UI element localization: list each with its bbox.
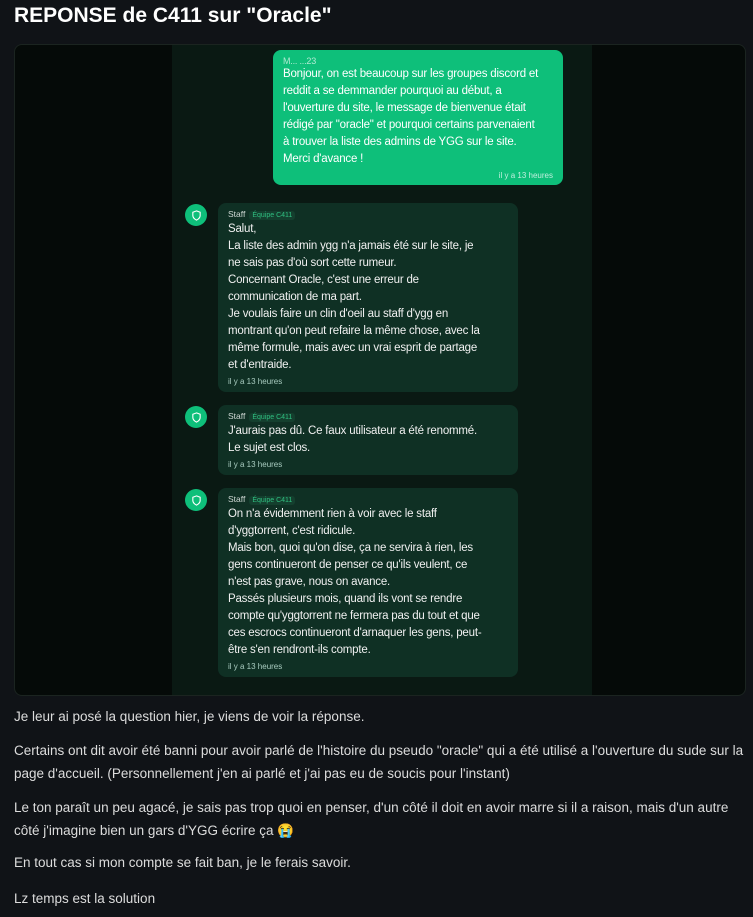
- line: même formule, mais avec un vrai esprit de partage: [228, 342, 478, 354]
- user-name: M... ...23: [283, 56, 317, 66]
- line: d'yggtorrent, c'est ridicule.: [228, 525, 356, 537]
- post-paragraph: Certains ont dit avoir été banni pour avoir parlé de l'histoire du pseudo "oracle" qui a été utilisé a l'ouverture du sude sur la page d'accueil. (Personnellement j'en ai parlé et j'ai pas eu de soucis pour l'instant): [14, 743, 744, 781]
- paragraph-text: Le ton paraît un peu agacé, je sais pas trop quoi en penser, d'un côté il doit en avoir marre si il a raison, mais d'un autre côté j'imagine bien un gars d'YGG écrire ça: [14, 800, 729, 838]
- team-badge: Équipe C411: [249, 496, 295, 505]
- shield-icon: [185, 204, 207, 226]
- line: Je voulais faire un clin d'oeil au staff d'ygg en: [228, 308, 449, 320]
- author: Staff: [228, 411, 246, 421]
- line: à trouver la liste des admins de YGG sur le site.: [283, 136, 517, 148]
- timestamp: il y a 13 heures: [228, 662, 283, 671]
- staff-reply-3: [218, 488, 518, 677]
- line: ces escrocs continueront d'arnaquer les gens, peut-: [228, 627, 482, 639]
- line: Mais bon, quoi qu'on dise, ça ne servira à rien, les: [228, 542, 473, 554]
- line: Salut,: [228, 223, 257, 235]
- post-paragraph: En tout cas si mon compte se fait ban, je le ferais savoir.: [14, 855, 351, 870]
- timestamp: il y a 13 heures: [228, 377, 283, 386]
- line: Passés plusieurs mois, quand ils vont se rendre: [228, 593, 463, 605]
- crying-emoji-icon: 😭: [277, 823, 295, 838]
- reply-row: [185, 405, 518, 475]
- line: ne sais pas d'où sort cette rumeur.: [228, 257, 397, 269]
- timestamp: il y a 13 heures: [498, 171, 553, 180]
- line: être s'en rendront-ils compte.: [228, 644, 371, 656]
- team-badge: Équipe C411: [249, 211, 295, 220]
- line: gens continueront de penser ce qu'ils veulent, ce: [228, 559, 468, 571]
- line: et d'entraide.: [228, 359, 292, 371]
- reply-row: [185, 488, 518, 677]
- line: Concernant Oracle, c'est une erreur de: [228, 274, 419, 286]
- team-badge: Équipe C411: [249, 413, 295, 422]
- line: rédigé par "oracle" et pourquoi certains parvenaient: [283, 119, 535, 131]
- post-paragraph: Je leur ai posé la question hier, je viens de voir la réponse.: [14, 709, 365, 724]
- author: Staff: [228, 494, 246, 504]
- author: Staff: [228, 209, 246, 219]
- line: La liste des admin ygg n'a jamais été sur le site, je: [228, 240, 474, 252]
- message-text: [283, 66, 553, 168]
- line: compte qu'yggtorrent ne fermera pas du tout et que: [228, 610, 480, 622]
- staff-reply-2: [218, 405, 518, 475]
- line: J'aurais pas dû. Ce faux utilisateur a été renommé.: [228, 425, 477, 437]
- line: Le sujet est clos.: [228, 442, 311, 454]
- staff-reply-1: [218, 203, 518, 392]
- shield-icon: [185, 489, 207, 511]
- line: n'est pas grave, nous on avance.: [228, 576, 391, 588]
- post-paragraph: Lz temps est la solution: [14, 891, 156, 906]
- line: l'ouverture du site, le message de bienvenue était: [283, 102, 526, 114]
- line: On n'a évidemment rien à voir avec le staff: [228, 508, 437, 520]
- line: Merci d'avance !: [283, 153, 364, 165]
- user-message-bubble: [273, 50, 563, 185]
- timestamp: il y a 13 heures: [228, 460, 283, 469]
- line: Bonjour, on est beaucoup sur les groupes discord et: [283, 68, 539, 80]
- screenshot-image: [14, 44, 746, 696]
- post-paragraph: [14, 796, 744, 842]
- post-title: REPONSE de C411 sur "Oracle": [14, 4, 332, 27]
- reply-row: [185, 203, 518, 392]
- line: reddit a se demmander pourquoi au début, a: [283, 85, 502, 97]
- line: communication de ma part.: [228, 291, 362, 303]
- line: montrant qu'on peut refaire la même chose, avec la: [228, 325, 480, 337]
- shield-icon: [185, 406, 207, 428]
- staff-replies: [185, 203, 518, 677]
